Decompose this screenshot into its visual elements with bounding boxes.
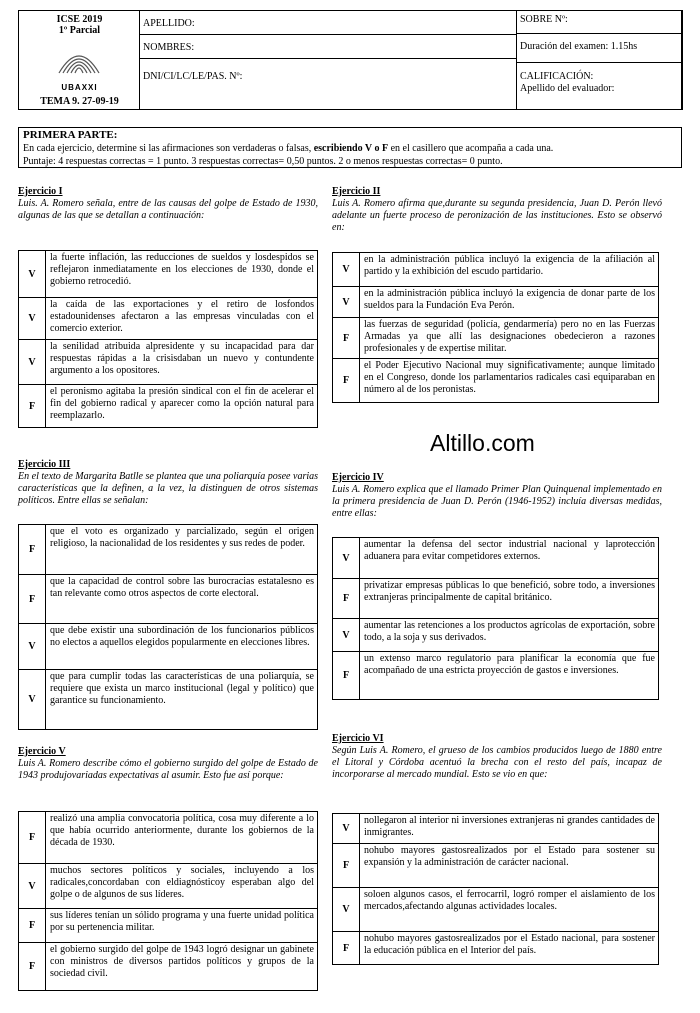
table-row [19,942,317,990]
exercise-intro: Luis. A. Romero señala, entre de las causas del golpe de Estado de 1930, algunas de las que se detallan a continuación: [18,198,318,221]
answer-table [18,811,318,991]
answer-box[interactable]: F [19,943,46,990]
statement: que debe existir una subordinación de los funcionarios públicos no electos a aquellos elegidos popularmente en elecciones libres. [50,625,314,648]
answer-table [18,524,318,730]
exercise-title: Ejercicio III [18,459,71,470]
table-row [333,578,658,618]
statement: el gobierno surgido del golpe de 1943 logró designar un gabinete con ministros de diversos partidos políticos y grupos de la sociedad civil. [50,944,314,979]
exercise-intro: Luis A. Romero describe cómo el gobierno surgido del golpe de Estado de 1943 produjovariadas expectativas al asumir. Esto fue así porque: [18,758,318,781]
watermark-text: Altillo.com [430,430,535,456]
statement: nohubo mayores gastosrealizados por el Estado para sostener su expansión y la administración de carácter nacional. [364,845,655,868]
statement: que el voto es organizado y parcializado, según el origen religioso, la nacionalidad de los residentes y sus redes de poder. [50,526,314,549]
answer-box[interactable]: F [19,909,46,942]
sobre-label: SOBRE Nº: [520,14,568,25]
answer-box[interactable]: F [333,932,360,964]
documento-field[interactable] [139,58,517,110]
statement: nollegaron al interior ni inversiones extranjeras ni grandes cantidades de inmigrantes. [364,815,655,838]
exercise-6 [332,733,662,956]
answer-box[interactable]: V [19,298,46,339]
statement: que la capacidad de control sobre las burocracias estatalesno es tan relevante como otros aspectos de corte electoral. [50,576,314,599]
statement: soloen algunos casos, el ferrocarril, logró romper el aislamiento de los mercados,afectando algunas actividades locales. [364,889,655,912]
table-row [333,253,658,286]
answer-box[interactable]: V [333,253,360,286]
statement: privatizar empresas públicas lo que benefició, sobre todo, a inversiones extranjeras principalmente de capital británico. [364,580,655,603]
table-row [19,669,317,729]
calificacion-label: CALIFICACIÓN: [520,71,594,82]
statement: sus líderes tenían un sólido programa y una fuerte unidad política por su pertenencia militar. [50,910,314,933]
brand-name: UBAXXI [61,83,98,92]
exercise-intro: Luis A. Romero afirma que,durante su segunda presidencia, Juan D. Perón llevó adelante un fuerte proceso de peronización de las instituciones. Esto se observó en: [332,198,662,233]
instructions-bold: escribiendo V o F [313,143,389,154]
documento-label: DNI/CI/LC/LE/PAS. Nº: [143,71,243,82]
instructions-heading: PRIMERA PARTE: [23,129,118,141]
exercise-3 [18,459,318,706]
sobre-field[interactable] [516,10,683,34]
exercise-intro: Según Luis A. Romero, el grueso de los cambios producidos luego de 1880 entre el Litoral y Córdoba acentuó la brecha con el resto del país, incapaz de incorporarse al mercado mundial. Esto se vio en que: [332,745,662,780]
statement: que para cumplir todas las características de una poliarquía, se requiere que exista un marco institucional (legal y político) que garantice su funcionamiento. [50,671,314,706]
table-row [333,317,658,358]
table-row [333,814,658,843]
table-row [19,384,317,427]
exercise-2 [332,186,662,395]
exercise-title: Ejercicio VI [332,733,384,744]
statement: en la administración pública incluyó la exigencia de la afiliación al partido y la exhibición del escudo partidario. [364,254,655,277]
statement: el Poder Ejecutivo Nacional muy significativamente; aunque limitado en el Congreso, donde los parlamentarios radicales casi equiparaban en número al de los peronistas. [364,360,655,395]
answer-box[interactable]: F [333,318,360,358]
nombres-label: NOMBRES: [143,42,195,53]
exercise-title: Ejercicio II [332,186,381,197]
statement: aumentar las retenciones a los productos agrícolas de exportación, sobre todo, a la soja y sus derivados. [364,620,655,643]
answer-table [18,250,318,428]
table-row [19,812,317,863]
answer-table [332,252,659,403]
apellido-field[interactable] [139,10,517,35]
table-row [19,623,317,669]
answer-box[interactable]: F [19,812,46,863]
ubaxxi-logo-icon [55,43,103,79]
answer-box[interactable]: V [333,619,360,651]
table-row [333,931,658,964]
answer-box[interactable]: F [333,652,360,699]
answer-box[interactable]: V [333,287,360,317]
answer-box[interactable]: V [19,624,46,669]
instructions-line-1 [23,142,677,155]
answer-box[interactable]: V [333,538,360,578]
statement: muchos sectores políticos y sociales, incluyendo a los radicales,concordaban con eldiagnósticoy esperaban algo del golpe o de algunos de sus líderes. [50,865,314,900]
answer-box[interactable]: V [19,864,46,908]
answer-box[interactable]: F [19,525,46,574]
answer-table [332,813,659,965]
exam-header [18,10,682,110]
statement: un extenso marco regulatorio para planificar la economía que fue acompañado de una estricta proyección de gastos e inversiones. [364,653,655,676]
table-row [333,887,658,931]
duracion-box [516,33,683,63]
tema-label: TEMA 9. 27-09-19 [40,96,119,107]
answer-box[interactable]: V [333,814,360,843]
exercise-5 [18,746,318,979]
statement: las fuerzas de seguridad (policía, gendarmería) pero no en las Fuerzas Armadas ya que allí las designaciones obedecieron a razones profesionales y de expertise militar. [364,319,655,354]
instructions-box [18,127,682,168]
calificacion-field[interactable] [516,62,683,110]
instructions-text-end: en el casillero que acompaña a cada una. [388,143,554,154]
answer-box[interactable]: V [333,888,360,931]
statement: el peronismo agitaba la presión sindical con el fin de acelerar el fin del gobierno radical y aparecer como la opción natural para reemplazarlo. [50,386,314,421]
table-row [19,908,317,942]
apellido-label: APELLIDO: [143,18,195,29]
evaluador-label: Apellido del evaluador: [520,83,615,94]
logo-block [19,11,140,109]
duracion-label: Duración del examen: 1.15hs [520,41,638,52]
answer-box[interactable]: F [19,575,46,623]
exercise-4 [332,472,662,681]
answer-box[interactable]: F [333,844,360,887]
table-row [19,863,317,908]
table-row [19,574,317,623]
exercise-1 [18,186,318,421]
table-row [333,358,658,402]
nombres-field[interactable] [139,34,517,59]
exercise-intro: Luis A. Romero explica que el llamado Primer Plan Quinquenal implementado en la primera presidencia de Juan D. Perón (1946-1952) incluía diversas medidas, entre ellas: [332,484,662,519]
table-row [333,843,658,887]
statement: la senilidad atribuida alpresidente y su incapacidad para dar respuestas rápidas a la crisisdaban un nuevo y contundente argumento a los opositores. [50,341,314,376]
instructions-text: En cada ejercicio, determine si las afirmaciones son verdaderas o falsas, [23,143,314,154]
statement: la caída de las exportaciones y el retiro de losfondos estadounidenses afectaron a las empresas vinculadas con el comercio exterior. [50,299,314,334]
exercise-title: Ejercicio IV [332,472,384,483]
answer-table [332,537,659,700]
answer-box[interactable]: F [333,359,360,402]
exercise-title: Ejercicio I [18,186,63,197]
statement: aumentar la defensa del sector industrial nacional y laprotección aduanera para evitar competidores externos. [364,539,655,562]
statement: nohubo mayores gastosrealizados por el Estado nacional, para sostener la educación pública en el Interior del país. [364,933,655,956]
answer-box[interactable]: V [19,670,46,729]
table-row [333,286,658,317]
instructions-line-2: Puntaje: 4 respuestas correctas = 1 punto. 3 respuestas correctas= 0,50 puntos. 2 o menos respuestas correctas= 0 punto. [23,156,503,167]
exam-label: 1º Parcial [58,25,101,36]
statement: en la administración pública incluyó la exigencia de donar parte de los sueldos para la Fundación Eva Perón. [364,288,655,311]
table-row [19,251,317,297]
table-row [333,538,658,578]
table-row [19,297,317,339]
course-label: ICSE 2019 [56,14,103,25]
answer-box[interactable]: V [19,340,46,384]
exercise-intro: En el texto de Margarita Batlle se plantea que una poliarquía posee varias características que la definen, a la vez, la distinguen de otros sistemas políticos. Entre ellas se señalan: [18,471,318,506]
statement: realizó una amplia convocatoria política, cosa muy diferente a lo que había ocurrido anteriormente, durante los gobiernos de la década de 1930. [50,813,314,848]
table-row [19,525,317,574]
statement: la fuerte inflación, las reducciones de sueldos y losdespidos se reflejaron inmediatamente en los elecciones de 1930, donde el gobierno retrocedió. [50,252,314,287]
table-row [19,339,317,384]
answer-box[interactable]: F [333,579,360,618]
answer-box[interactable]: V [19,251,46,297]
table-row [333,618,658,651]
table-row [333,651,658,699]
answer-box[interactable]: F [19,385,46,427]
exercise-title: Ejercicio V [18,746,66,757]
